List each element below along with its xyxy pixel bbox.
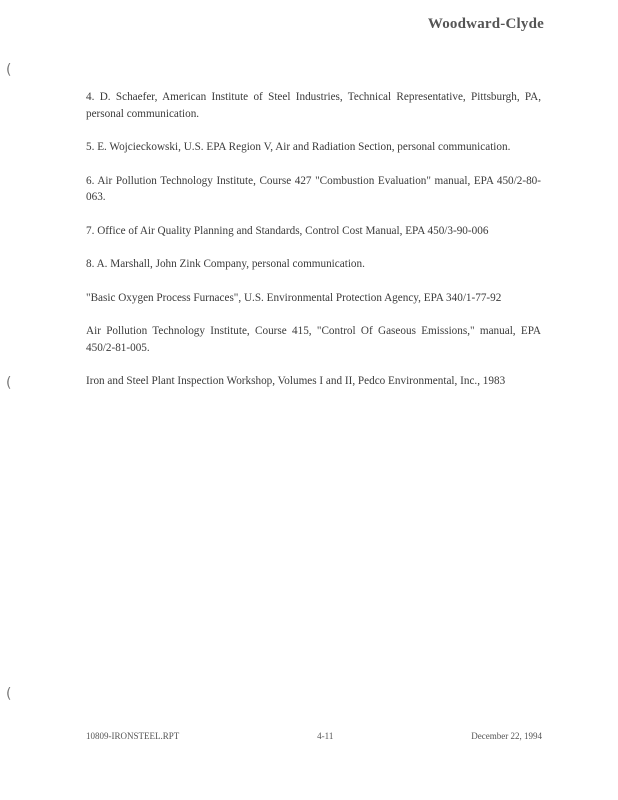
- reference-list: [86, 89, 541, 407]
- reference-item: Air Pollution Technology Institute, Course 415, "Control Of Gaseous Emissions," manual, EPA 450/2-81-005.: [86, 325, 541, 354]
- footer-page-number: 4-11: [317, 731, 334, 741]
- footer-date: December 22, 1994: [471, 731, 542, 741]
- page-footer: [86, 731, 542, 741]
- margin-punch-mark: (: [6, 686, 12, 702]
- reference-item: "Basic Oxygen Process Furnaces", U.S. Environmental Protection Agency, EPA 340/1-77-92: [86, 291, 502, 304]
- margin-punch-mark: (: [6, 375, 12, 391]
- reference-item: 7. Office of Air Quality Planning and Standards, Control Cost Manual, EPA 450/3-90-006: [86, 224, 489, 237]
- reference-item: 8. A. Marshall, John Zink Company, personal communication.: [86, 258, 365, 270]
- reference-item: Iron and Steel Plant Inspection Workshop, Volumes I and II, Pedco Environmental, Inc., 1983: [86, 375, 506, 387]
- company-logo-text: Woodward-Clyde: [427, 16, 544, 32]
- reference-item: 6. Air Pollution Technology Institute, Course 427 "Combustion Evaluation" manual, EPA 450/2-80-063.: [86, 174, 541, 203]
- margin-punch-mark: (: [6, 62, 12, 78]
- reference-item: 4. D. Schaefer, American Institute of Steel Industries, Technical Representative, Pittsburgh, PA, personal communication.: [86, 91, 541, 120]
- reference-item: 5. E. Wojcieckowski, U.S. EPA Region V, Air and Radiation Section, personal communication.: [86, 141, 511, 153]
- footer-doc-id: 10809-IRONSTEEL.RPT: [86, 731, 180, 741]
